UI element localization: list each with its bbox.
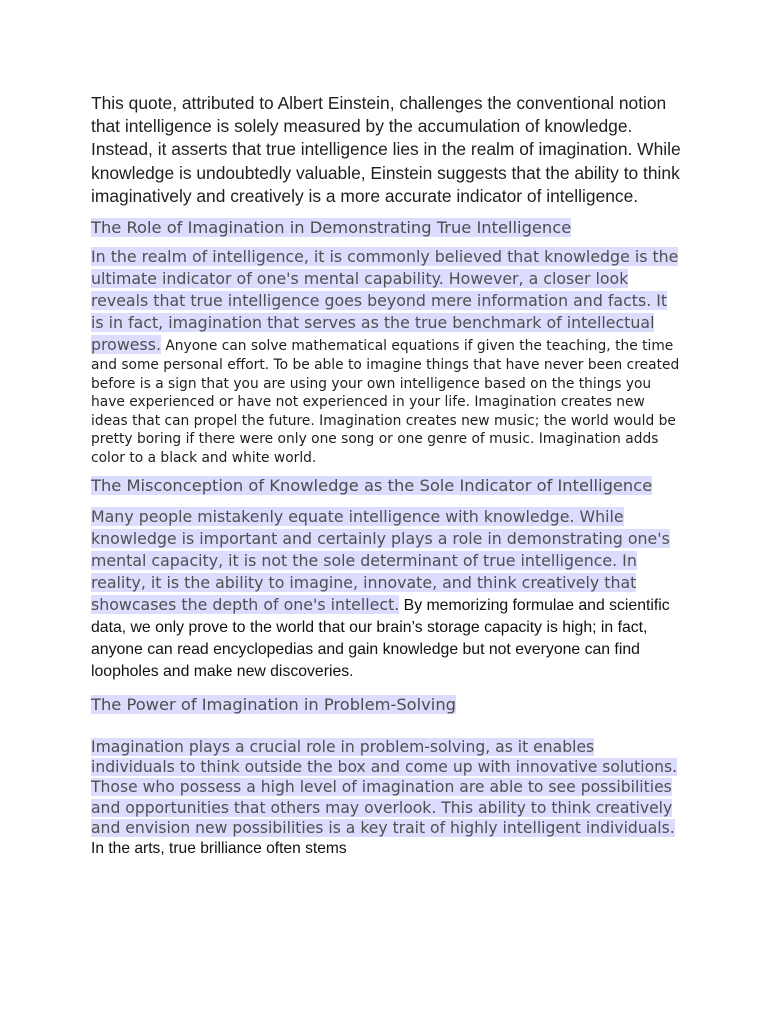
heading-text: The Misconception of Knowledge as the Sole Indicator of Intelligence xyxy=(91,476,653,496)
section-heading-misconception xyxy=(91,474,681,498)
heading-text: The Role of Imagination in Demonstrating True Intelligence xyxy=(91,218,572,238)
document-page xyxy=(91,92,681,859)
section-heading-role-of-imagination xyxy=(91,216,681,240)
highlighted-passage: Imagination plays a crucial role in problem-solving, as it enables individuals to think outside the box and come up with innovative solutions. Those who possess a high level of imagination are able to see possibilities and opportunities that others may overlook. This ability to think creatively and envision new possibilities is a key trait of highly intelligent individuals. xyxy=(91,738,678,837)
section-heading-problem-solving xyxy=(91,693,681,717)
highlighted-passage: Many people mistakenly equate intelligence with knowledge. While knowledge is important and certainly plays a role in demonstrating one's mental capacity, it is not the sole determinant of true intelligence. In reality, it is the ability to imagine, innovate, and think creatively that showcases the depth of one's intellect. xyxy=(91,507,670,615)
section-body-misconception xyxy=(91,506,681,683)
body-text: By memorizing formulae and scientific data, we only prove to the world that our brain’s storage capacity is high; in fact, anyone can read encyclopedias and gain knowledge but not everyone can find loopholes and make new discoveries. xyxy=(91,597,670,681)
section-body-problem-solving xyxy=(91,737,681,859)
heading-text: The Power of Imagination in Problem-Solving xyxy=(91,695,456,715)
intro-paragraph: This quote, attributed to Albert Einstein, challenges the conventional notion that intelligence is solely measured by the accumulation of knowledge. Instead, it asserts that true intelligence lies in the realm of imagination. While knowledge is undoubtedly valuable, Einstein suggests that the ability to think imaginatively and creatively is a more accurate indicator of intelligence. xyxy=(91,93,681,206)
section-body-role-of-imagination xyxy=(91,246,681,467)
body-text: In the arts, true brilliance often stems xyxy=(91,840,347,858)
highlighted-passage: In the realm of intelligence, it is commonly believed that knowledge is the ultimate indicator of one's mental capability. However, a closer look reveals that true intelligence goes beyond mere information and facts. It is in fact, imagination that serves as the true benchmark of intellectual prowess. xyxy=(91,247,679,355)
body-text: Anyone can solve mathematical equations if given the teaching, the time and some personal effort. To be able to imagine things that have never been created before is a sign that you are using your own intelligence based on the things you have experienced or have not experienced in your life. Imagination creates new ideas that can propel the future. Imagination creates new music; the world would be pretty boring if there were only one song or one genre of music. Imagination adds color to a black and white world. xyxy=(91,338,680,466)
